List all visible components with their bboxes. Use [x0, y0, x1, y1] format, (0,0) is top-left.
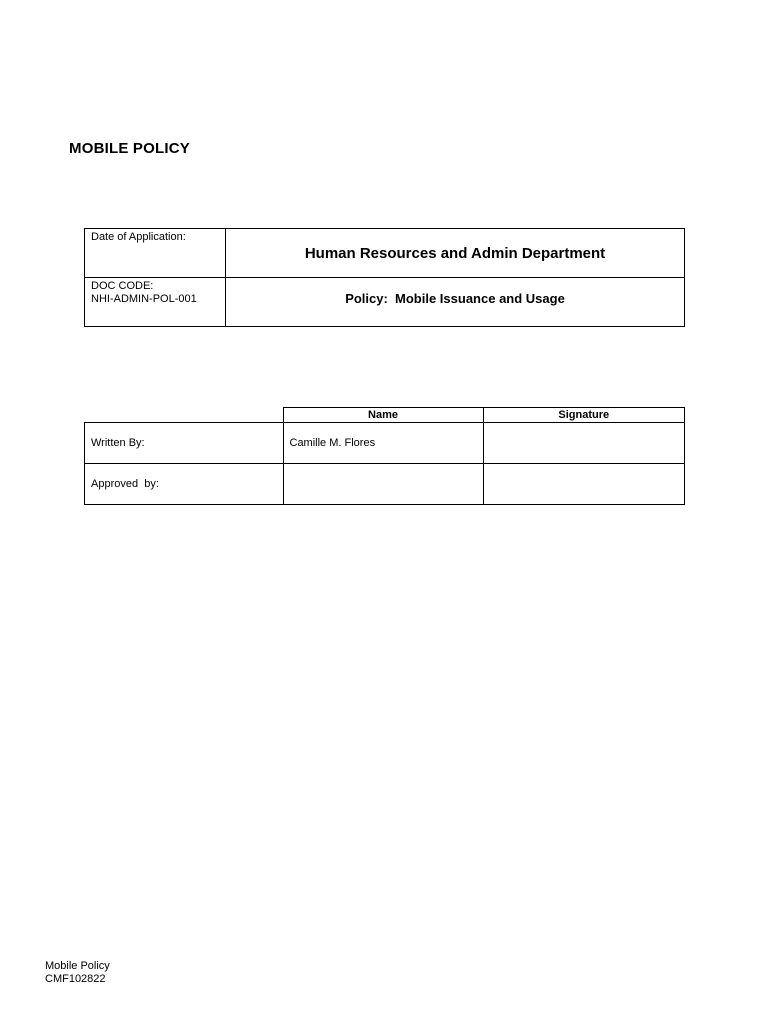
- approved-by-name: [283, 464, 483, 505]
- written-by-signature: [483, 423, 685, 464]
- doc-code-label: DOC CODE:: [91, 280, 154, 292]
- department-name: Human Resources and Admin Department: [304, 244, 606, 262]
- footer-doc-name: Mobile Policy: [45, 960, 110, 972]
- signature-table-header: [85, 408, 685, 423]
- empty-header-cell: [85, 408, 284, 423]
- written-by-label: Written By:: [85, 423, 284, 464]
- date-of-application-cell: [85, 229, 226, 278]
- policy-title: Policy: Mobile Issuance and Usage: [345, 290, 565, 306]
- department-cell: [226, 229, 685, 278]
- page-title: MOBILE POLICY: [69, 140, 190, 157]
- doc-code-value: NHI-ADMIN-POL-001: [91, 293, 197, 305]
- header-row-1: [85, 229, 685, 278]
- approved-by-signature: [483, 464, 685, 505]
- signature-table: [84, 407, 685, 505]
- document-header-table: [84, 228, 685, 327]
- footer-doc-id: CMF102822: [45, 973, 106, 985]
- policy-cell: [226, 278, 685, 327]
- column-header-signature: Signature: [483, 408, 685, 423]
- doc-code-cell: [85, 278, 226, 327]
- column-header-name: Name: [283, 408, 483, 423]
- header-row-2: [85, 278, 685, 327]
- table-row: [85, 423, 685, 464]
- written-by-name: Camille M. Flores: [283, 423, 483, 464]
- date-of-application-label: Date of Application:: [91, 231, 186, 243]
- approved-by-label: Approved by:: [85, 464, 284, 505]
- page-footer: [45, 960, 110, 986]
- table-row: [85, 464, 685, 505]
